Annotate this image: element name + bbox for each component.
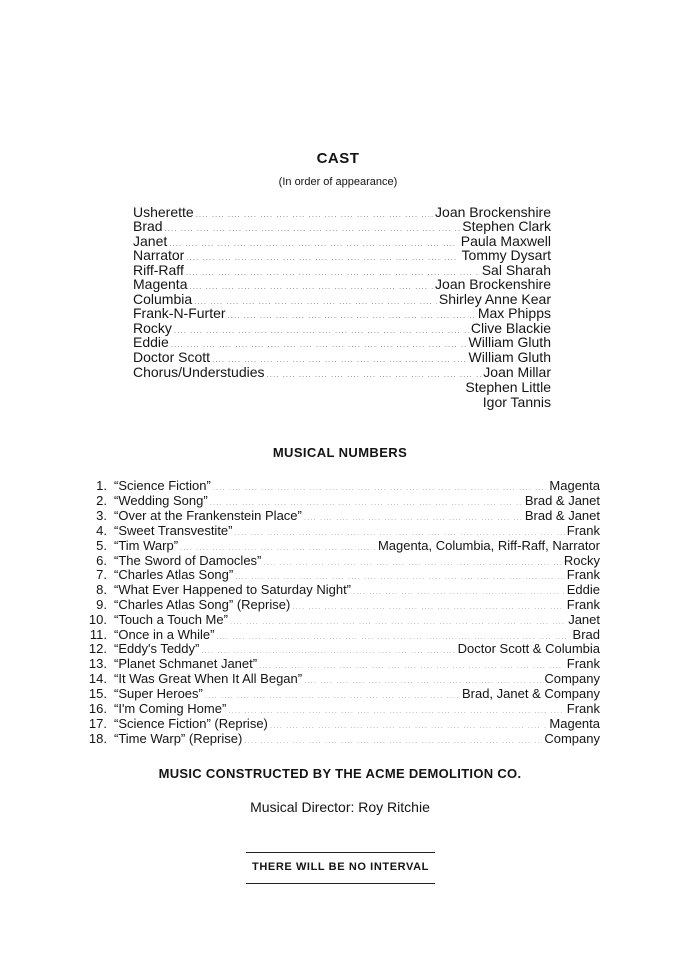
song-number: 4. xyxy=(96,523,107,538)
song-row xyxy=(80,612,600,627)
song-row xyxy=(80,508,600,523)
cast-role: Frank-N-Furter xyxy=(133,305,226,321)
cast-row xyxy=(133,277,551,292)
cast-role: Usherette xyxy=(133,204,194,220)
cast-role: Columbia xyxy=(133,291,193,307)
dot-leader xyxy=(244,733,542,748)
song-performer: Frank xyxy=(566,656,600,671)
song-row xyxy=(80,641,600,656)
song-title: “Charles Atlas Song” xyxy=(114,567,234,582)
cast-role: Narrator xyxy=(133,247,185,263)
song-row xyxy=(80,538,600,553)
cast-extra-actor: Stephen Little xyxy=(465,379,551,395)
musical-numbers-title: MUSICAL NUMBERS xyxy=(272,445,408,460)
song-title: “Once in a While” xyxy=(114,627,215,642)
song-title: “Touch a Touch Me” xyxy=(114,612,228,627)
song-performer: Brad xyxy=(572,627,600,642)
song-performer: Frank xyxy=(566,567,600,582)
song-number: 17. xyxy=(88,716,107,731)
song-row xyxy=(80,656,600,671)
song-row xyxy=(80,553,600,568)
song-title: “I'm Coming Home” xyxy=(114,701,227,716)
song-number: 9. xyxy=(96,597,107,612)
song-number: 5. xyxy=(96,538,107,553)
song-title: “It Was Great When It All Began” xyxy=(114,671,303,686)
song-performer: Brad & Janet xyxy=(524,493,600,508)
song-performer: Frank xyxy=(566,597,600,612)
song-title: “Time Warp” (Reprise) xyxy=(114,731,243,746)
cast-role: Janet xyxy=(133,233,168,249)
song-number: 7. xyxy=(96,567,107,582)
cast-actor: Sal Sharah xyxy=(481,262,551,278)
song-row xyxy=(80,567,600,582)
song-number: 12. xyxy=(88,641,107,656)
song-title: “Eddy's Teddy” xyxy=(114,641,200,656)
cast-actor: William Gluth xyxy=(468,334,551,350)
song-title: “Super Heroes” xyxy=(114,686,203,701)
cast-role: Doctor Scott xyxy=(133,349,211,365)
cast-extra-actor: Igor Tannis xyxy=(482,394,551,410)
cast-subtitle: (In order of appearance) xyxy=(278,176,398,188)
song-performer: Magenta xyxy=(549,716,600,731)
song-number: 15. xyxy=(88,686,107,701)
song-performer: Magenta, Columbia, Riff-Raff, Narrator xyxy=(377,538,600,553)
song-title: “Science Fiction” (Reprise) xyxy=(114,716,268,731)
cast-actor: Shirley Anne Kear xyxy=(438,291,551,307)
song-performer: Janet xyxy=(568,612,600,627)
song-performer: Rocky xyxy=(563,553,600,568)
song-number: 8. xyxy=(96,582,107,597)
song-row xyxy=(80,686,600,701)
cast-row xyxy=(133,219,551,234)
song-number: 10. xyxy=(88,612,107,627)
song-number: 2. xyxy=(96,493,107,508)
song-title: “The Sword of Damocles” xyxy=(114,553,262,568)
cast-actor: Clive Blackie xyxy=(470,320,551,336)
song-title: “Planet Schmanet Janet” xyxy=(114,656,258,671)
song-performer: Frank xyxy=(566,701,600,716)
song-performer: Frank xyxy=(566,523,600,538)
cast-row xyxy=(133,350,551,365)
song-row xyxy=(80,671,600,686)
song-row xyxy=(80,627,600,642)
interval-notice: THERE WILL BE NO INTERVAL xyxy=(252,861,429,873)
music-credit: MUSIC CONSTRUCTED BY THE ACME DEMOLITION CO. xyxy=(158,766,522,781)
song-row xyxy=(80,597,600,612)
song-row xyxy=(80,478,600,493)
song-number: 6. xyxy=(96,553,107,568)
cast-actor: Tommy Dysart xyxy=(461,247,551,263)
song-row xyxy=(80,716,600,731)
song-performer: Eddie xyxy=(566,582,600,597)
cast-actor: Stephen Clark xyxy=(462,218,551,234)
song-row xyxy=(80,523,600,538)
cast-role: Riff-Raff xyxy=(133,262,184,278)
cast-row xyxy=(133,365,551,380)
song-performer: Company xyxy=(544,731,600,746)
cast-role: Magenta xyxy=(133,276,188,292)
song-title: “Science Fiction” xyxy=(114,478,211,493)
song-performer: Magenta xyxy=(549,478,600,493)
song-number: 1. xyxy=(96,478,107,493)
song-row xyxy=(80,493,600,508)
song-number: 14. xyxy=(88,671,107,686)
cast-row xyxy=(133,248,551,263)
dot-leader xyxy=(267,367,482,382)
song-row xyxy=(80,701,600,716)
song-title: “Sweet Transvestite” xyxy=(114,523,233,538)
song-title: “Charles Atlas Song” (Reprise) xyxy=(114,597,291,612)
song-title: “Tim Warp” xyxy=(114,538,179,553)
cast-role: Chorus/Understudies xyxy=(133,364,265,380)
cast-actor: William Gluth xyxy=(468,349,551,365)
cast-role: Rocky xyxy=(133,320,172,336)
cast-actor: Paula Maxwell xyxy=(460,233,551,249)
musical-director: Musical Director: Roy Ritchie xyxy=(250,799,430,815)
song-title: “What Ever Happened to Saturday Night” xyxy=(114,582,352,597)
cast-actor: Joan Millar xyxy=(483,364,551,380)
song-number: 16. xyxy=(88,701,107,716)
song-performer: Company xyxy=(544,671,600,686)
cast-actor: Joan Brockenshire xyxy=(435,276,551,292)
song-row xyxy=(80,731,600,746)
song-performer: Brad, Janet & Company xyxy=(461,686,600,701)
song-performer: Brad & Janet xyxy=(524,508,600,523)
cast-title: CAST xyxy=(316,150,360,167)
song-number: 18. xyxy=(88,731,107,746)
cast-row xyxy=(133,335,551,350)
song-row xyxy=(80,582,600,597)
cast-row xyxy=(133,306,551,321)
song-title: “Wedding Song” xyxy=(114,493,208,508)
song-number: 3. xyxy=(96,508,107,523)
song-number: 13. xyxy=(88,656,107,671)
song-performer: Doctor Scott & Columbia xyxy=(457,641,600,656)
cast-actor: Joan Brockenshire xyxy=(435,204,551,220)
cast-actor: Max Phipps xyxy=(477,305,551,321)
song-number: 11. xyxy=(89,627,107,642)
cast-role: Eddie xyxy=(133,334,169,350)
cast-role: Brad xyxy=(133,218,163,234)
song-title: “Over at the Frankenstein Place” xyxy=(114,508,302,523)
